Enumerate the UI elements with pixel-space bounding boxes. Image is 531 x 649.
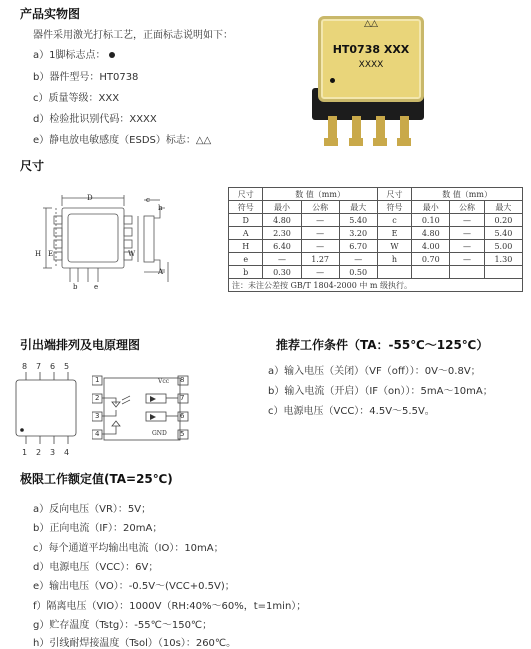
schematic-gnd-label: GND [152, 430, 167, 437]
table-cell: 4.00 [412, 240, 450, 253]
schematic-pin-3: 3 [95, 412, 100, 420]
photo-item-a: a）1脚标志点： [33, 46, 115, 61]
recommended-item-a: a）输入电压（关闭）（VF（off））：0V～0.8V； [268, 366, 481, 377]
table-cell: c [377, 214, 411, 227]
table-cell [412, 266, 450, 279]
table-cell: H [229, 240, 263, 253]
table-header-cell: 最大 [484, 201, 522, 214]
dim-label-D: D [87, 194, 93, 202]
table-cell: — [450, 214, 484, 227]
table-cell: 5.40 [484, 227, 522, 240]
table-cell: — [301, 214, 339, 227]
schematic-pin-4: 4 [95, 430, 100, 438]
table-header-cell: 数 值（mm） [412, 188, 523, 201]
table-cell: — [301, 227, 339, 240]
table-cell: — [450, 253, 484, 266]
table-header-cell: 最大 [339, 201, 377, 214]
dim-label-E: E [48, 250, 54, 258]
table-row [229, 227, 523, 240]
table-cell: e [229, 253, 263, 266]
pinout-package-drawing [12, 366, 82, 450]
table-header-cell: 最小 [263, 201, 301, 214]
table-cell: b [229, 266, 263, 279]
dim-label-c: c [146, 196, 150, 204]
table-cell: — [450, 227, 484, 240]
table-cell: 1.27 [301, 253, 339, 266]
table-cell: h [377, 253, 411, 266]
table-cell: 3.20 [339, 227, 377, 240]
table-header-cell: 公称 [301, 201, 339, 214]
top-pin-6: 6 [50, 362, 56, 371]
dimensions-heading: 尺寸 [20, 159, 45, 173]
table-cell: 6.70 [339, 240, 377, 253]
table-row [229, 253, 523, 266]
table-cell: 0.50 [339, 266, 377, 279]
table-header-cell: 最小 [412, 201, 450, 214]
table-cell: E [377, 227, 411, 240]
bottom-pin-2: 2 [36, 448, 42, 457]
photo-item-c: c）质量等级：XXX [33, 93, 120, 104]
table-cell: — [450, 240, 484, 253]
table-cell: — [339, 253, 377, 266]
chip-esds-mark: △△ [364, 19, 378, 29]
limits-item-d: d）电源电压（VCC）：6V； [33, 562, 159, 573]
table-cell: 5.40 [339, 214, 377, 227]
schematic-pin-2: 2 [95, 394, 100, 402]
dim-label-b: b [73, 283, 78, 291]
limits-item-h: h）引线耐焊接温度（Tsol）（10s）：260℃。 [33, 638, 237, 649]
top-pin-5: 5 [64, 362, 70, 371]
limits-item-b: b）正向电流（IF）：20mA； [33, 523, 163, 534]
photo-intro: 器件采用激光打标工艺，正面标志说明如下： [33, 30, 233, 41]
table-cell: W [377, 240, 411, 253]
schematic-pin-6: 6 [180, 412, 185, 420]
schematic-pin-8: 8 [180, 376, 185, 384]
table-header-cell: 公称 [450, 201, 484, 214]
limits-heading: 极限工作额定值(TA=25℃) [20, 472, 173, 486]
limits-item-g: g）贮存温度（Tstg）：-55℃～150℃； [33, 620, 213, 631]
table-cell: — [301, 266, 339, 279]
dim-label-H: H [35, 250, 42, 258]
table-row [229, 266, 523, 279]
chip-model-mark: HT0738 XXX [332, 43, 410, 56]
table-cell: — [263, 253, 301, 266]
top-pin-8: 8 [22, 362, 28, 371]
table-cell: 0.70 [412, 253, 450, 266]
table-cell [450, 266, 484, 279]
table-cell: 1.30 [484, 253, 522, 266]
table-cell: 0.20 [484, 214, 522, 227]
table-cell: 0.30 [263, 266, 301, 279]
table-header-row [229, 201, 523, 214]
table-header-cell: 尺寸 [377, 188, 411, 201]
photo-item-b: b）器件型号：HT0738 [33, 72, 139, 83]
schematic-pin-7: 7 [180, 394, 185, 402]
bottom-pin-4: 4 [64, 448, 70, 457]
dimension-table [228, 187, 523, 292]
bottom-pin-1: 1 [22, 448, 28, 457]
table-cell: 5.00 [484, 240, 522, 253]
table-header-cell: 符号 [229, 201, 263, 214]
table-header-cell: 数 值（mm） [263, 188, 377, 201]
recommended-item-b: b）输入电流（开启）（IF（on））：5mA～10mA； [268, 386, 493, 397]
table-header-row [229, 188, 523, 201]
photo-heading: 产品实物图 [20, 7, 81, 21]
package-outline-drawing [40, 186, 175, 292]
schematic-pin-5: 5 [180, 430, 185, 438]
dim-label-h: h [158, 204, 163, 212]
table-cell: 2.30 [263, 227, 301, 240]
bottom-pin-3: 3 [50, 448, 56, 457]
limits-item-e: e）输出电压（VO）：-0.5V～(VCC+0.5V)； [33, 581, 235, 592]
limits-item-f: f）隔离电压（VIO）：1000V（RH:40%～60%，t=1min）； [33, 601, 307, 612]
pinout-heading: 引出端排列及电原理图 [20, 338, 141, 352]
table-row [229, 214, 523, 227]
table-cell [377, 266, 411, 279]
table-cell: D [229, 214, 263, 227]
table-cell: 4.80 [263, 214, 301, 227]
recommended-item-c: c）电源电压（VCC）：4.5V～5.5V。 [268, 406, 435, 417]
dim-label-e: e [94, 283, 99, 291]
table-cell [484, 266, 522, 279]
chip-lot-mark: XXXX [358, 60, 384, 70]
schematic-vcc-label: Vcc [158, 378, 170, 385]
table-note-row [229, 279, 523, 292]
photo-item-d: d）检验批识别代码：XXXX [33, 114, 157, 125]
table-header-cell: 符号 [377, 201, 411, 214]
table-note: 注：未注公差按 GB/T 1804-2000 中 m 级执行。 [229, 279, 523, 292]
limits-item-c: c）每个通道平均输出电流（IO）：10mA； [33, 543, 224, 554]
top-pin-7: 7 [36, 362, 42, 371]
dim-label-W: W [128, 250, 136, 258]
schematic-pin-1: 1 [95, 376, 100, 384]
dim-label-A: A [158, 268, 164, 276]
table-cell: A [229, 227, 263, 240]
table-cell: 6.40 [263, 240, 301, 253]
photo-item-e: e）静电放电敏感度（ESDS）标志：△△ [33, 135, 212, 146]
schematic-diagram [92, 374, 192, 444]
table-cell: — [301, 240, 339, 253]
pin1-dot-icon [109, 52, 115, 58]
table-cell: 4.80 [412, 227, 450, 240]
chip-pin1-dot-icon [330, 78, 335, 83]
recommended-heading: 推荐工作条件（TA：-55℃～125℃） [276, 338, 489, 352]
table-row [229, 240, 523, 253]
limits-item-a: a）反向电压（VR）：5V； [33, 504, 152, 515]
table-cell: 0.10 [412, 214, 450, 227]
table-header-cell: 尺寸 [229, 188, 263, 201]
